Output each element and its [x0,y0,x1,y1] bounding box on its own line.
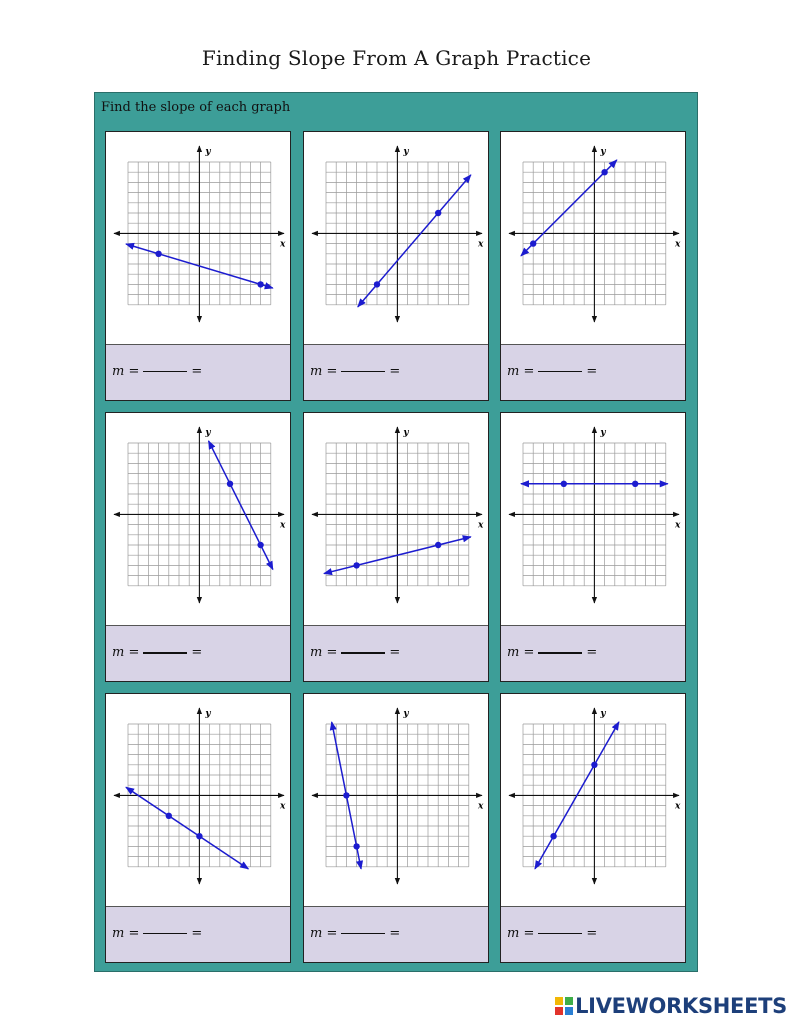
instruction-text: Find the slope of each graph [101,100,291,115]
slope-answer [112,645,202,660]
graph-line [209,441,273,570]
equals-sign: = [389,926,401,941]
line-point-2 [257,281,263,287]
slope-label: m = [310,364,338,379]
graph-card-4 [105,412,291,682]
y-axis-label: y [403,709,409,719]
answer-box[interactable] [304,344,488,400]
fraction-bar[interactable] [143,933,187,934]
line-point-2 [435,210,441,216]
graph-card-3 [500,131,686,401]
y-axis-label: y [403,147,409,157]
slope-answer [507,926,597,941]
line-point-1 [530,240,536,246]
x-axis-label: x [675,520,681,531]
line-point-1 [561,481,567,487]
watermark-text: LIVEWORKSHEETS [575,994,787,1018]
coordinate-graph [304,694,489,907]
graph-card-9 [500,693,686,963]
slope-answer [507,364,597,379]
equals-sign: = [586,364,598,379]
answer-box[interactable] [501,625,685,681]
equals-sign: = [191,926,203,941]
y-axis-label: y [600,428,606,438]
equals-sign: = [389,645,401,660]
fraction-bar[interactable] [341,933,385,934]
line-point-2 [601,169,607,175]
answer-box[interactable] [501,906,685,962]
slope-answer [507,645,597,660]
x-axis-label: x [280,239,286,250]
coordinate-graph [304,413,489,626]
line-point-2 [353,843,359,849]
liveworksheets-watermark [555,994,787,1018]
y-axis-label: y [403,428,409,438]
x-axis-label: x [478,239,484,250]
coordinate-graph [106,694,291,907]
line-point-1 [155,251,161,257]
slope-label: m = [310,926,338,941]
slope-label: m = [507,364,535,379]
y-axis-label: y [205,428,211,438]
y-axis-label: y [205,147,211,157]
answer-box[interactable] [106,344,290,400]
y-axis-label: y [600,147,606,157]
x-axis-label: x [280,520,286,531]
graph-card-8 [303,693,489,963]
x-axis-label: x [675,801,681,812]
y-axis-label: y [600,709,606,719]
fraction-bar[interactable] [143,652,187,654]
slope-answer [310,364,400,379]
slope-label: m = [310,645,338,660]
answer-box[interactable] [304,625,488,681]
coordinate-graph [501,413,686,626]
graph-card-6 [500,412,686,682]
line-point-1 [227,481,233,487]
line-point-1 [353,562,359,568]
x-axis-label: x [478,801,484,812]
fraction-bar[interactable] [341,371,385,372]
answer-box[interactable] [106,906,290,962]
slope-label: m = [112,364,140,379]
x-axis-label: x [675,239,681,250]
coordinate-graph [501,132,686,345]
line-point-2 [435,542,441,548]
coordinate-graph [304,132,489,345]
slope-answer [310,926,400,941]
coordinate-graph [106,413,291,626]
equals-sign: = [586,645,598,660]
line-point-1 [550,833,556,839]
x-axis-label: x [478,520,484,531]
line-point-2 [591,762,597,768]
y-axis-label: y [205,709,211,719]
graph-card-7 [105,693,291,963]
slope-label: m = [112,645,140,660]
line-point-1 [374,281,380,287]
fraction-bar[interactable] [538,652,582,654]
graph-card-1 [105,131,291,401]
line-point-2 [196,833,202,839]
liveworksheets-logo-icon [555,997,573,1015]
line-point-2 [632,481,638,487]
graph-card-5 [303,412,489,682]
line-point-1 [343,792,349,798]
slope-label: m = [507,926,535,941]
line-point-2 [257,542,263,548]
coordinate-graph [501,694,686,907]
equals-sign: = [586,926,598,941]
answer-box[interactable] [304,906,488,962]
slope-answer [112,364,202,379]
graph-line [358,175,471,307]
graph-card-2 [303,131,489,401]
slope-label: m = [507,645,535,660]
answer-box[interactable] [106,625,290,681]
line-point-1 [166,813,172,819]
fraction-bar[interactable] [538,933,582,934]
fraction-bar[interactable] [341,652,385,654]
slope-answer [112,926,202,941]
equals-sign: = [191,645,203,660]
slope-label: m = [112,926,140,941]
equals-sign: = [389,364,401,379]
coordinate-graph [106,132,291,345]
worksheet-panel [94,92,698,972]
page-title: Finding Slope From A Graph Practice [201,46,592,70]
equals-sign: = [191,364,203,379]
fraction-bar[interactable] [538,371,582,372]
answer-box[interactable] [501,344,685,400]
slope-answer [310,645,400,660]
fraction-bar[interactable] [143,371,187,372]
x-axis-label: x [280,801,286,812]
